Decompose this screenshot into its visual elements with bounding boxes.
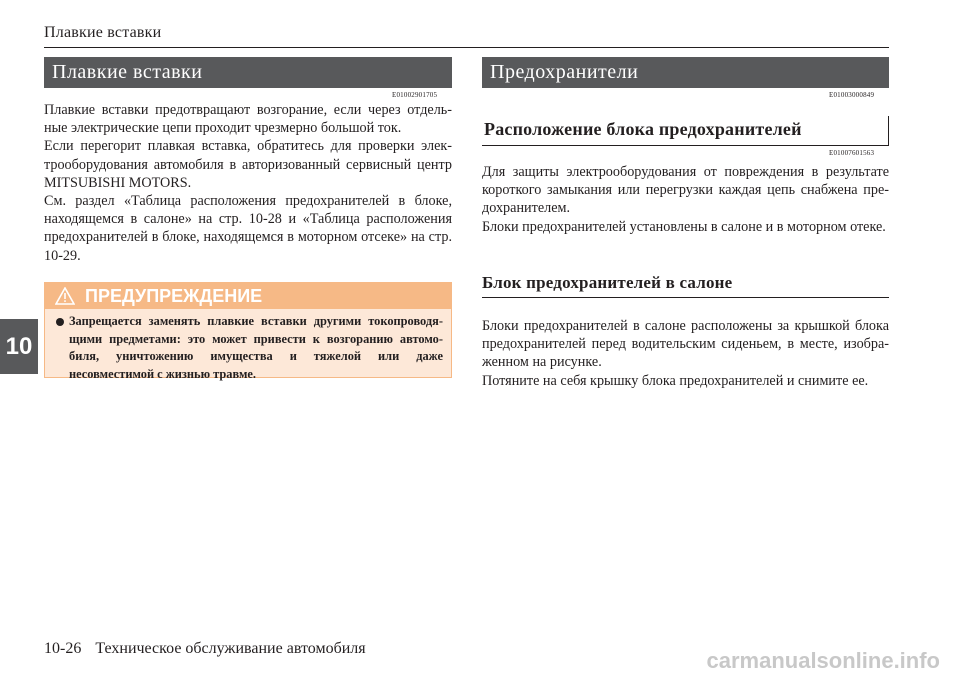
paragraph: Блоки предохранителей установлены в салоне и в моторном отеке.	[482, 218, 886, 235]
warning-triangle-icon	[55, 287, 75, 305]
chapter-tab: 10	[0, 319, 38, 374]
right-body-1	[482, 163, 889, 236]
bullet-icon	[56, 318, 64, 326]
paragraph: Если перегорит плавкая вставка, обратитесь для проверки элек-трооборудования автомобиля в авторизованный сервисный центр MITSUBISHI MOTORS.	[44, 138, 452, 191]
footer	[44, 640, 366, 658]
running-head: Плавкие вставки	[44, 24, 162, 41]
warning-label: ПРЕДУПРЕЖДЕНИЕ	[85, 285, 263, 306]
right-section-title: Предохранители	[482, 57, 889, 88]
paragraph: Для защиты электрооборудования от повреждения в результате короткого замыкания или перегрузки каждая цепь снабжена пре-дохранителем.	[482, 164, 889, 217]
subsection-title-1: Расположение блока предохранителей	[484, 119, 802, 139]
warning-box	[44, 282, 452, 381]
subsection-rule	[482, 297, 889, 298]
header-rule	[44, 47, 889, 48]
paragraph: См. раздел «Таблица расположения предохранителей в блоке, находящемся в салоне» на стр. 10-28 и «Таблица расположения предохранителей в блоке, находящемся в моторном отсеке» на стр. 10-29.	[44, 193, 452, 264]
warning-text: Запрещается заменять плавкие вставки другими токопроводя-щими предметами: это может привести к возгоранию автомо-биля, уничтожению имущества и тяжелой или даже несовместимой с жизнью травме.	[69, 314, 443, 381]
watermark: carmanualsonline.info	[706, 648, 940, 673]
left-section-title: Плавкие вставки	[44, 57, 452, 88]
paragraph: Блоки предохранителей в салоне расположены за крышкой блока предохранителей перед водительским сиденьем, в месте, изобра-женном на рисунке.	[482, 318, 889, 371]
right-code-2: E01007601563	[829, 149, 875, 157]
right-body-2	[482, 317, 889, 390]
left-body	[44, 101, 452, 265]
page-number: 10-26	[44, 640, 82, 657]
right-code-1: E01003000849	[829, 91, 875, 99]
footer-chapter: Техническое обслуживание автомобиля	[95, 640, 366, 657]
paragraph: Плавкие вставки предотвращают возгорание, если через отдель-ные электрические цепи проходит чрезмерно большой ток.	[44, 102, 452, 137]
warning-header	[45, 283, 451, 309]
warning-body	[45, 309, 451, 383]
subsection-title-2: Блок предохранителей в салоне	[482, 273, 733, 292]
paragraph: Потяните на себя крышку блока предохранителей и снимите ее.	[482, 372, 869, 389]
left-code: E01002901705	[392, 91, 438, 99]
